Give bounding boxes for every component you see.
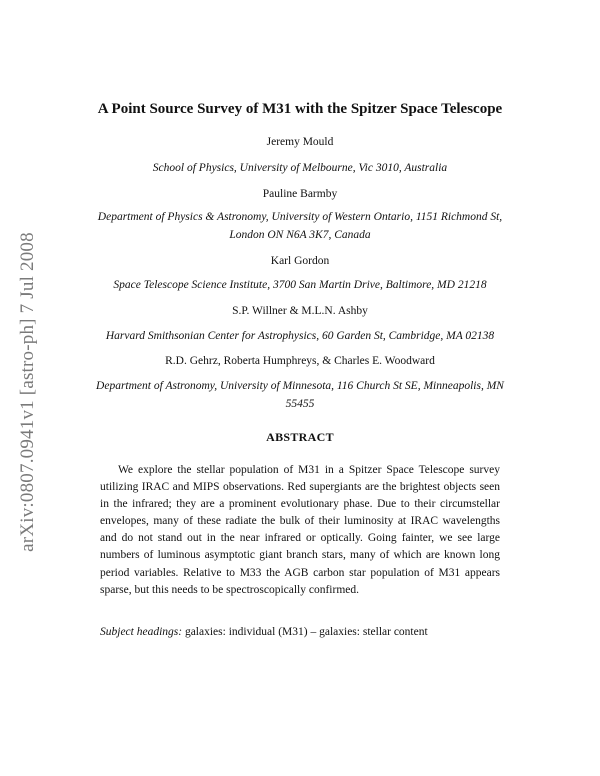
author-name: Pauline Barmby <box>262 188 338 200</box>
affiliation-line: Space Telescope Science Institute, 3700 San Martin Drive, Baltimore, MD 21218 <box>113 279 487 291</box>
author-affiliation <box>60 159 540 177</box>
author-affiliation <box>50 377 550 413</box>
paper-title: A Point Source Survey of M31 with the Spitzer Space Telescope <box>97 101 503 117</box>
affiliation-line: Department of Astronomy, University of Minnesota, 116 Church St SE, Minneapolis, MN <box>96 380 504 392</box>
author-name: Karl Gordon <box>270 255 330 267</box>
abstract-body: We explore the stellar population of M31 in a Spitzer Space Telescope survey utilizing IRAC and MIPS observations. Red supergiants are the brightest objects seen in the infrared; they are a prominent evolutionary phase. Due to their circumstellar envelopes, many of these radiate the bulk of their luminosity at IRAC wavelengths and do not stand out in the near infrared or optically. Going fainter, we see large numbers of luminous asymptotic giant branch stars, many of which are known long period variables. Relative to M33 the AGB carbon star population of M31 appears sparse, but this needs to be spectroscopically confirmed. <box>100 464 500 596</box>
subject-headings <box>100 624 520 640</box>
arxiv-identifier: arXiv:0807.0941v1 [astro-ph] 7 Jul 2008 <box>17 232 38 552</box>
affiliation-line: School of Physics, University of Melbourne, Vic 3010, Australia <box>152 162 448 174</box>
affiliation-line: Harvard Smithsonian Center for Astrophysics, 60 Garden St, Cambridge, MA 02138 <box>105 330 495 342</box>
affiliation-line: London ON N6A 3K7, Canada <box>229 229 371 241</box>
author-name: Jeremy Mould <box>266 136 334 148</box>
subject-headings-label: Subject headings: <box>100 626 183 638</box>
author-name: S.P. Willner & M.L.N. Ashby <box>232 305 368 317</box>
affiliation-line: 55455 <box>285 398 315 410</box>
abstract-heading: ABSTRACT <box>266 430 334 444</box>
subject-headings-text: galaxies: individual (M31) – galaxies: stellar content <box>184 626 428 638</box>
author-affiliation <box>50 208 550 244</box>
author-name: R.D. Gehrz, Roberta Humphreys, & Charles E. Woodward <box>165 355 435 367</box>
author-affiliation <box>50 327 550 345</box>
affiliation-line: Department of Physics & Astronomy, University of Western Ontario, 1151 Richmond St, <box>97 211 503 223</box>
author-affiliation <box>50 276 550 294</box>
